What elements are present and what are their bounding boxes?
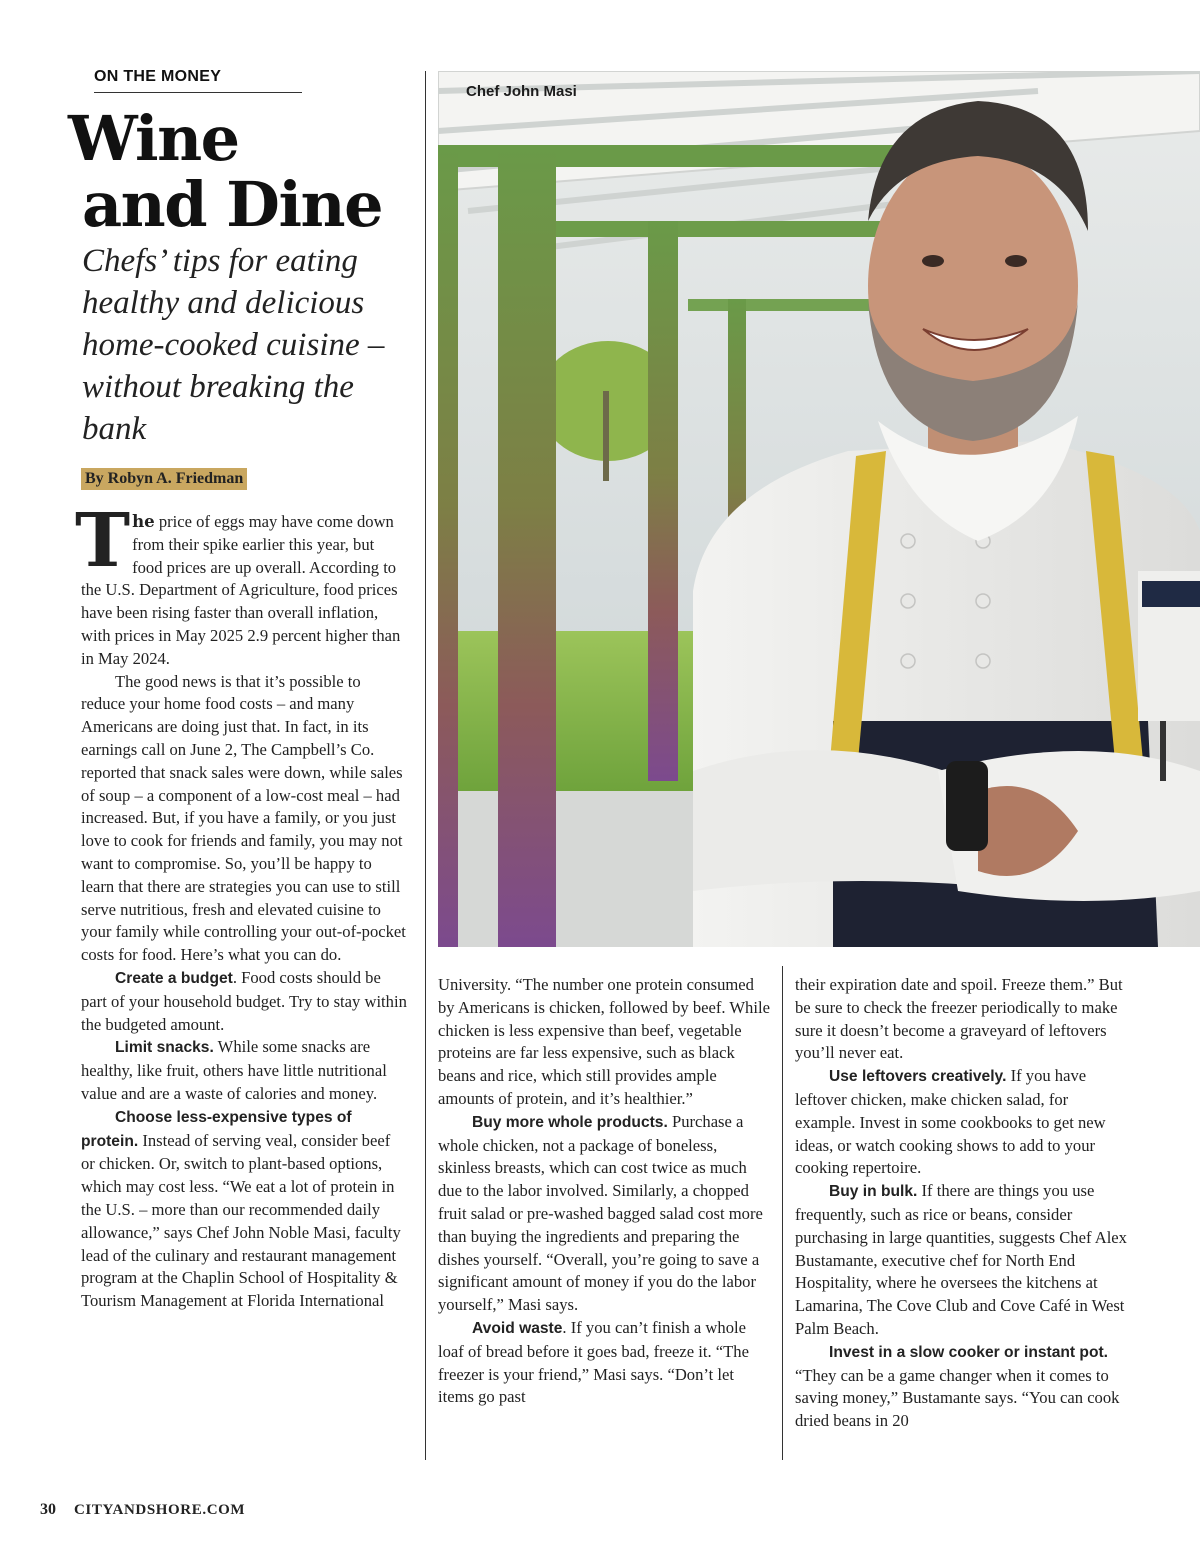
- text-column-1: [75, 498, 407, 1313]
- page-footer: [40, 1501, 245, 1519]
- site-name: CITYANDSHORE.COM: [74, 1502, 246, 1518]
- article-subtitle: Chefs’ tips for eating healthy and delicious home-cooked cuisine – without breaking the bank: [82, 243, 385, 447]
- tip-leftovers-heading: Use leftovers creatively.: [829, 1068, 1007, 1086]
- drop-cap: T: [75, 498, 131, 584]
- intro-text: price of eggs may have come down from their spike earlier this year, but food prices are up overall. According to the U.S. Department of Agriculture, food prices have been rising faster than overall inflation, with prices in May 2025 2.9 percent higher than in May 2024.: [81, 512, 401, 668]
- page-number: 30: [40, 1501, 56, 1518]
- intro-paragraph: [75, 498, 407, 671]
- chef-photo: [438, 71, 1200, 947]
- section-label: ON THE MONEY: [94, 68, 302, 93]
- byline: By Robyn A. Friedman: [81, 468, 247, 490]
- tip-waste-text: . If you can’t finish a whole loaf of bread before it goes bad, freeze it. “The freezer is your friend,” Masi says. “Don’t let items go past: [438, 1317, 749, 1407]
- tip-waste: [438, 1317, 772, 1409]
- tip-whole-heading: Buy more whole products.: [472, 1113, 668, 1131]
- article-title: [68, 102, 383, 241]
- tip-bulk: [795, 1180, 1131, 1341]
- tip-snacks-text: While some snacks are healthy, like fruit, others have little nutritional value and are a waste of calories and money.: [81, 1037, 387, 1103]
- tip-budget-heading: Create a budget: [115, 969, 233, 987]
- intro-first-word: he: [132, 511, 155, 531]
- title-line-1: Wine: [68, 102, 239, 175]
- tip-protein-continued: University. “The number one protein consumed by Americans is chicken, followed by beef. While chicken is less expensive than beef, vegetable proteins are far less expensive, such as black beans and rice, which still provides ample amounts of protein, and it’s healthier.”: [438, 975, 770, 1108]
- tip-whole: [438, 1111, 772, 1317]
- photo-caption: Chef John Masi: [466, 83, 577, 100]
- text-column-2: [438, 974, 772, 1409]
- tip-protein: [81, 1106, 407, 1313]
- tip-leftovers: [795, 1065, 1131, 1180]
- tip-waste-continued: their expiration date and spoil. Freeze them.” But be sure to check the freezer periodically to make sure it doesn’t become a graveyard of leftovers you’ll never eat.: [795, 975, 1123, 1063]
- text-column-3: [795, 974, 1131, 1433]
- tip-protein-text: Instead of serving veal, consider beef or chicken. Or, switch to plant-based options, which may cost less. “We eat a lot of protein in the U.S. – more than our recommended daily allowance,” says Chef John Noble Masi, faculty lead of the culinary and restaurant management program at the Chaplin School of Hospitality & Tourism Management at Florida International: [81, 1130, 401, 1311]
- tip-budget: [81, 967, 407, 1036]
- title-line-2: and Dine: [82, 168, 383, 241]
- tip-slow-cooker-heading: Invest in a slow cooker or instant pot.: [829, 1343, 1109, 1361]
- tip-bulk-text: If there are things you use frequently, such as rice or beans, consider purchasing in large quantities, suggests Chef Alex Bustamante, executive chef for North End Hospitality, where he oversees the kitchens at Lamarina, The Cove Club and Cove Café in West Palm Beach.: [795, 1181, 1127, 1338]
- tip-whole-text: Purchase a whole chicken, not a package of boneless, skinless breasts, which can cost twice as much due to the labor involved. Similarly, a chopped fruit salad or pre-washed bagged salad cost more than buying the ingredients and preparing the dishes yourself. “Overall, you’re going to save a significant amount of money if you do the labor yourself,” Masi says.: [438, 1111, 763, 1315]
- tip-leftovers-text: If you have leftover chicken, make chicken salad, for example. Invest in some cookbooks to get new ideas, or watch cooking shows to add to your cooking repertoire.: [795, 1066, 1106, 1178]
- tip-waste-heading: Avoid waste: [472, 1319, 563, 1337]
- paragraph-good-news: The good news is that it’s possible to reduce your home food costs – and many Americans are doing just that. In fact, in its earnings call on June 2, The Campbell’s Co. reported that snack sales were down, while sales of soup – a component of a low-cost meal – had increased. But, if you have a family, or you just love to cook for friends and family, you may not want to compromise. So, you’ll be happy to learn that there are strategies you can use to still serve nutritious, fresh and elevated cuisine to your family while controlling your out-of-pocket costs for food. Here’s what you can do.: [81, 671, 406, 965]
- tip-protein-heading: Choose less-expensive types of protein.: [81, 1108, 352, 1150]
- tip-snacks-heading: Limit snacks.: [115, 1039, 214, 1057]
- column-divider: [425, 71, 426, 1460]
- tip-bulk-heading: Buy in bulk.: [829, 1183, 918, 1201]
- tip-budget-text: . Food costs should be part of your household budget. Try to stay within the budgeted amount.: [81, 967, 407, 1034]
- chef-photo-illustration: [438, 71, 1200, 947]
- tip-snacks: [81, 1036, 407, 1105]
- tip-slow-cooker: [795, 1341, 1131, 1433]
- column-divider-lower: [782, 966, 783, 1460]
- tip-slow-cooker-text: “They can be a game changer when it comes to saving money,” Bustamante says. “You can cook dried beans in 20: [795, 1365, 1120, 1431]
